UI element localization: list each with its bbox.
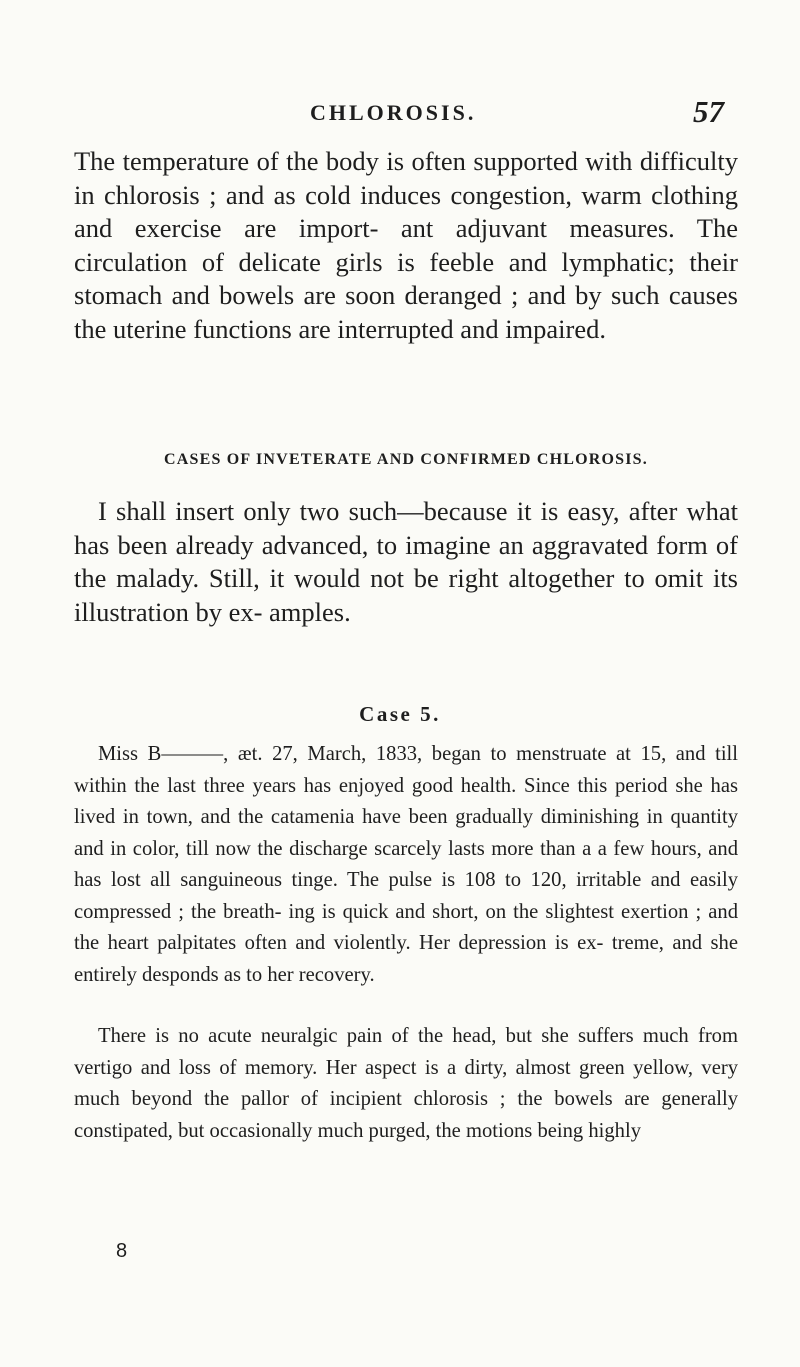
section-heading: CASES OF INVETERATE AND CONFIRMED CHLOROSIS. xyxy=(164,451,648,468)
running-title: CHLOROSIS. xyxy=(310,100,477,125)
case-heading: Case 5. xyxy=(359,702,441,726)
paragraph-case-history: Miss B———, æt. 27, March, 1833, began to menstruate at 15, and till within the last three years has enjoyed good health. Since this period she has lived in town, and the catamenia have been gradually diminishing in quantity and in color, till now the discharge scarcely lasts more than a a few hours, and has lost all sanguineous tinge. The pulse is 108 to 120, irritable and easily compressed ; the breath- ing is quick and short, on the slightest exertion ; and the heart palpitates often and violently. Her depression is ex- treme, and she entirely desponds as to her recovery. xyxy=(74,743,738,986)
paragraph-temperature: The temperature of the body is often supported with difficulty in chlorosis ; and as cold induces congestion, warm clothing and exercise are import- ant adjuvant measures. The circulation of delicate girls is feeble and lymphatic; their stomach and bowels are soon deranged ; and by such causes the uterine functions are interrupted and impaired. xyxy=(74,146,738,344)
signature-mark: 8 xyxy=(116,1240,128,1262)
paragraph-introduction: I shall insert only two such—because it is easy, after what has been already advanced, to imagine an aggravated form of the malady. Still, it would not be right altogether to omit its illustration by ex- amples. xyxy=(74,496,738,627)
page-number: 57 xyxy=(693,94,724,129)
paragraph-case-symptoms: There is no acute neuralgic pain of the head, but she suffers much from vertigo and loss of memory. Her aspect is a dirty, almost green yellow, very much beyond the pallor of incipient chlorosis ; the bowels are generally constipated, but occasionally much purged, the motions being highly xyxy=(74,1025,738,1142)
running-head xyxy=(0,94,800,134)
